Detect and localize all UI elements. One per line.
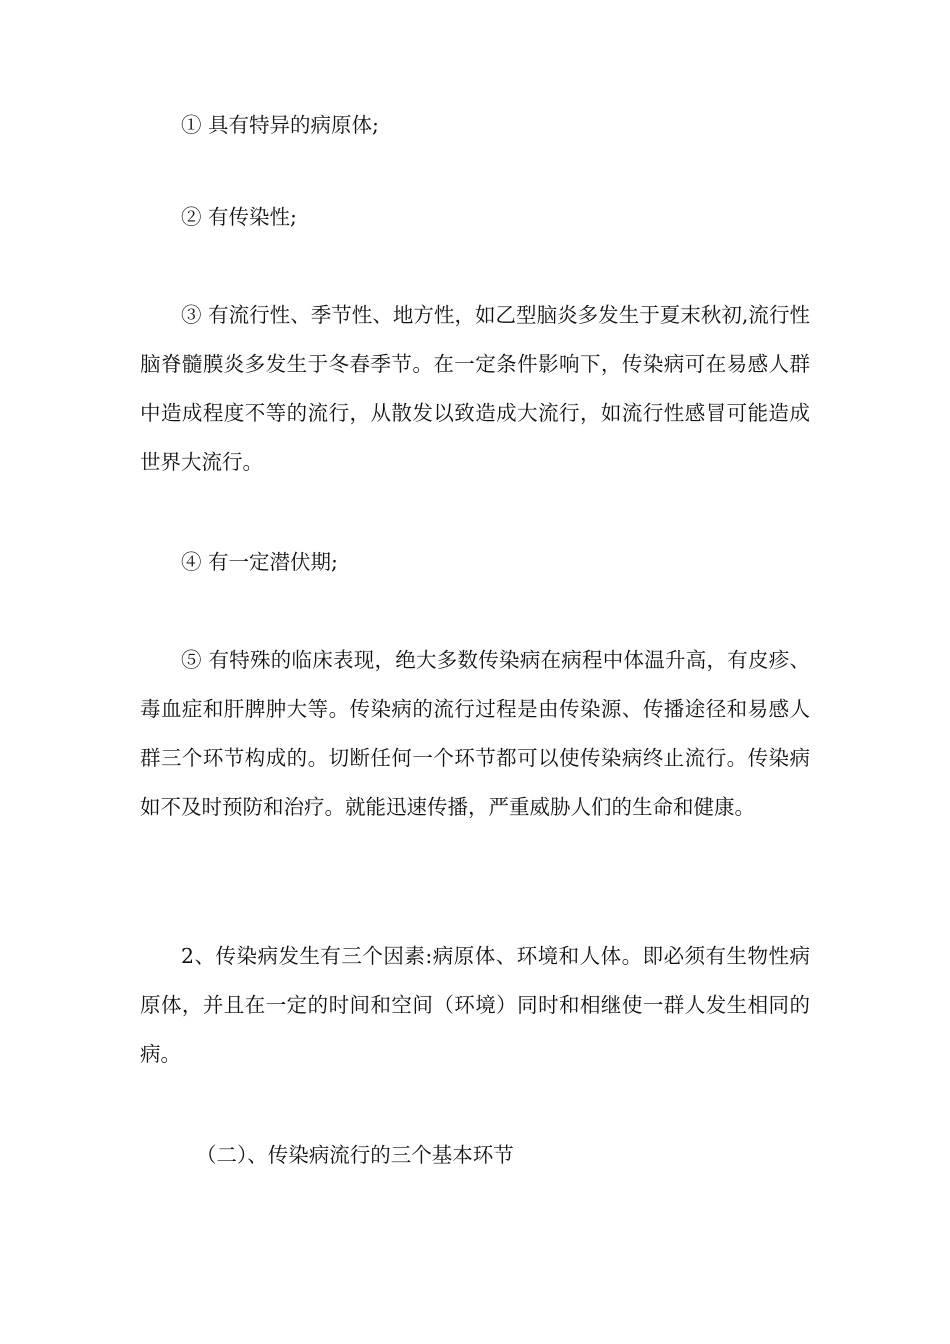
item-clinical-manifestations: ⑤ 有特殊的临床表现，绝大多数传染病在病程中体温升高，有皮疹、毒血症和肝脾肿大等。传染病的流行过程是由传染源、传播途径和易感人群三个环节构成的。切断任何一个环节都可以使传染病终止流行。传染病如不及时预防和治疗。就能迅速传播，严重威胁人们的生命和健康。 — [140, 648, 810, 819]
item-infectivity: ② 有传染性; — [181, 205, 297, 229]
paragraph-three-factors: 2、传染病发生有三个因素:病原体、环境和人体。即必须有生物性病原体，并且在一定的时间和空间（环境）同时和相继使一群人发生相同的病。 — [140, 944, 810, 1066]
item-specific-pathogen: ① 具有特异的病原体; — [181, 113, 379, 137]
item-epidemic-seasonal-local: ③ 有流行性、季节性、地方性，如乙型脑炎多发生于夏末秋初,流行性脑脊髓膜炎多发生于冬春季节。在一定条件影响下，传染病可在易感人群中造成程度不等的流行，从散发以致造成大流行，如流行性感冒可能造成世界大流行。 — [140, 303, 810, 474]
section-heading-three-links: （二）、传染病流行的三个基本环节 — [196, 1143, 514, 1167]
item-incubation-period: ④ 有一定潜伏期; — [181, 550, 338, 574]
